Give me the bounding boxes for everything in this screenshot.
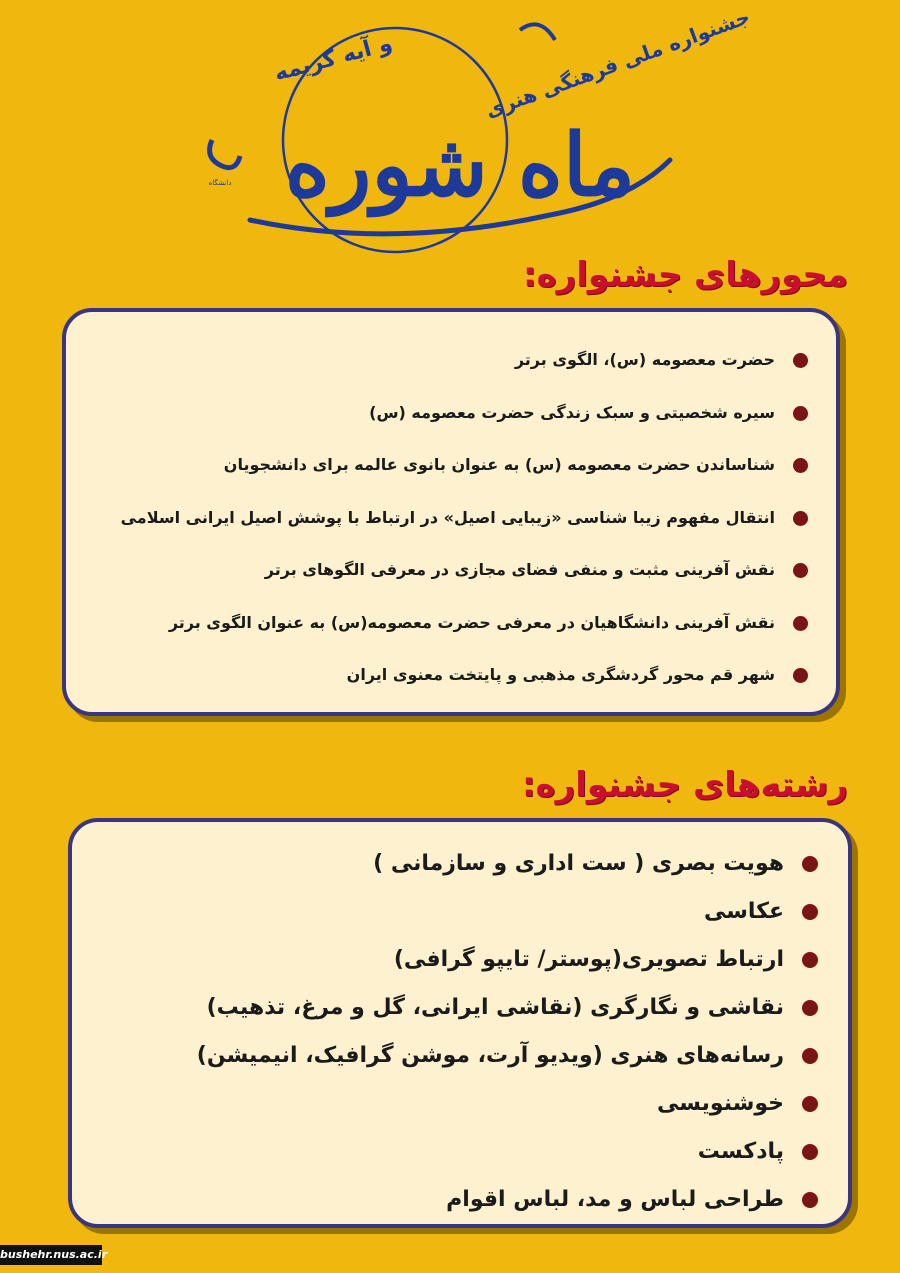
- category-item: [92, 1032, 818, 1080]
- bullet-icon: [802, 856, 818, 872]
- category-item-text: طراحی لباس و مد، لباس اقوام: [446, 1187, 784, 1212]
- theme-item: [86, 387, 808, 440]
- theme-item: [86, 544, 808, 597]
- category-item: [92, 984, 818, 1032]
- bullet-icon: [793, 406, 808, 421]
- category-item-text: ارتباط تصویری(پوستر/ تایپو گرافی): [393, 947, 784, 972]
- category-item-text: نقاشی و نگارگری (نقاشی ایرانی، گل و مرغ، تذهیب): [206, 995, 784, 1020]
- logo-verse-text: و آیه کریمه: [271, 30, 395, 87]
- theme-item-text: نقش آفرینی دانشگاهیان در معرفی حضرت معصومه(س) به عنوان الگوی برتر: [168, 612, 775, 632]
- bullet-icon: [793, 563, 808, 578]
- category-item: [92, 840, 818, 888]
- categories-heading: رشته‌های جشنواره:: [521, 765, 848, 805]
- theme-item-text: شناساندن حضرت معصومه (س) به عنوان بانوی عالمه برای دانشجویان: [223, 455, 775, 474]
- theme-item: [86, 492, 808, 545]
- bullet-icon: [802, 1000, 818, 1016]
- festival-logo: [190, 4, 754, 255]
- category-item: [92, 1176, 818, 1224]
- category-item-text: هویت بصری ( ست اداری و سازمانی ): [373, 851, 784, 876]
- theme-item: [86, 439, 808, 492]
- category-item-text: خوشنویسی: [657, 1091, 784, 1116]
- theme-item: [86, 597, 808, 650]
- category-item: [92, 936, 818, 984]
- bullet-icon: [793, 511, 808, 526]
- category-item: [92, 888, 818, 936]
- categories-panel: [68, 818, 852, 1228]
- university-emblem: [209, 140, 240, 187]
- theme-item-text: سیره شخصیتی و سبک زندگی حضرت معصومه (س): [369, 402, 775, 422]
- theme-item-text: نقش آفرینی مثبت و منفی فضای مجازی در معرفی الگوهای برتر: [264, 560, 775, 579]
- category-item-text: پادکست: [697, 1139, 784, 1164]
- bullet-icon: [802, 1192, 818, 1208]
- logo-main-text: ماه شوره: [284, 115, 636, 216]
- logo-arc-text: جشنواره ملی فرهنگی هنری: [482, 4, 754, 123]
- theme-item-text: شهر قم محور گردشگری مذهبی و پایتخت معنوی ایران: [346, 665, 775, 684]
- website-footer: bushehr.nus.ac.ir: [0, 1245, 102, 1265]
- category-item-text: عکاسی: [704, 899, 784, 924]
- emblem-caption: دانشگاه: [208, 179, 232, 187]
- bullet-icon: [802, 952, 818, 968]
- bullet-icon: [802, 904, 818, 920]
- bullet-icon: [793, 353, 808, 368]
- bullet-icon: [802, 1144, 818, 1160]
- bullet-icon: [802, 1048, 818, 1064]
- bullet-icon: [793, 668, 808, 683]
- theme-item-text: انتقال مفهوم زیبا شناسی «زیبایی اصیل» در ارتباط با پوشش اصیل ایرانی اسلامی: [120, 507, 775, 527]
- bullet-icon: [793, 458, 808, 473]
- theme-item-text: حضرت معصومه (س)، الگوی برتر: [514, 350, 775, 369]
- themes-heading: محورهای جشنواره:: [523, 255, 848, 295]
- category-item: [92, 1080, 818, 1128]
- themes-list: [86, 334, 808, 702]
- categories-list: [92, 840, 818, 1224]
- category-item: [92, 1128, 818, 1176]
- themes-panel: [62, 308, 840, 716]
- theme-item: [86, 649, 808, 702]
- bullet-icon: [802, 1096, 818, 1112]
- logo-flourish: [520, 24, 555, 40]
- theme-item: [86, 334, 808, 387]
- bullet-icon: [793, 616, 808, 631]
- category-item-text: رسانه‌های هنری (ویدیو آرت، موشن گرافیک، انیمیشن): [196, 1043, 784, 1068]
